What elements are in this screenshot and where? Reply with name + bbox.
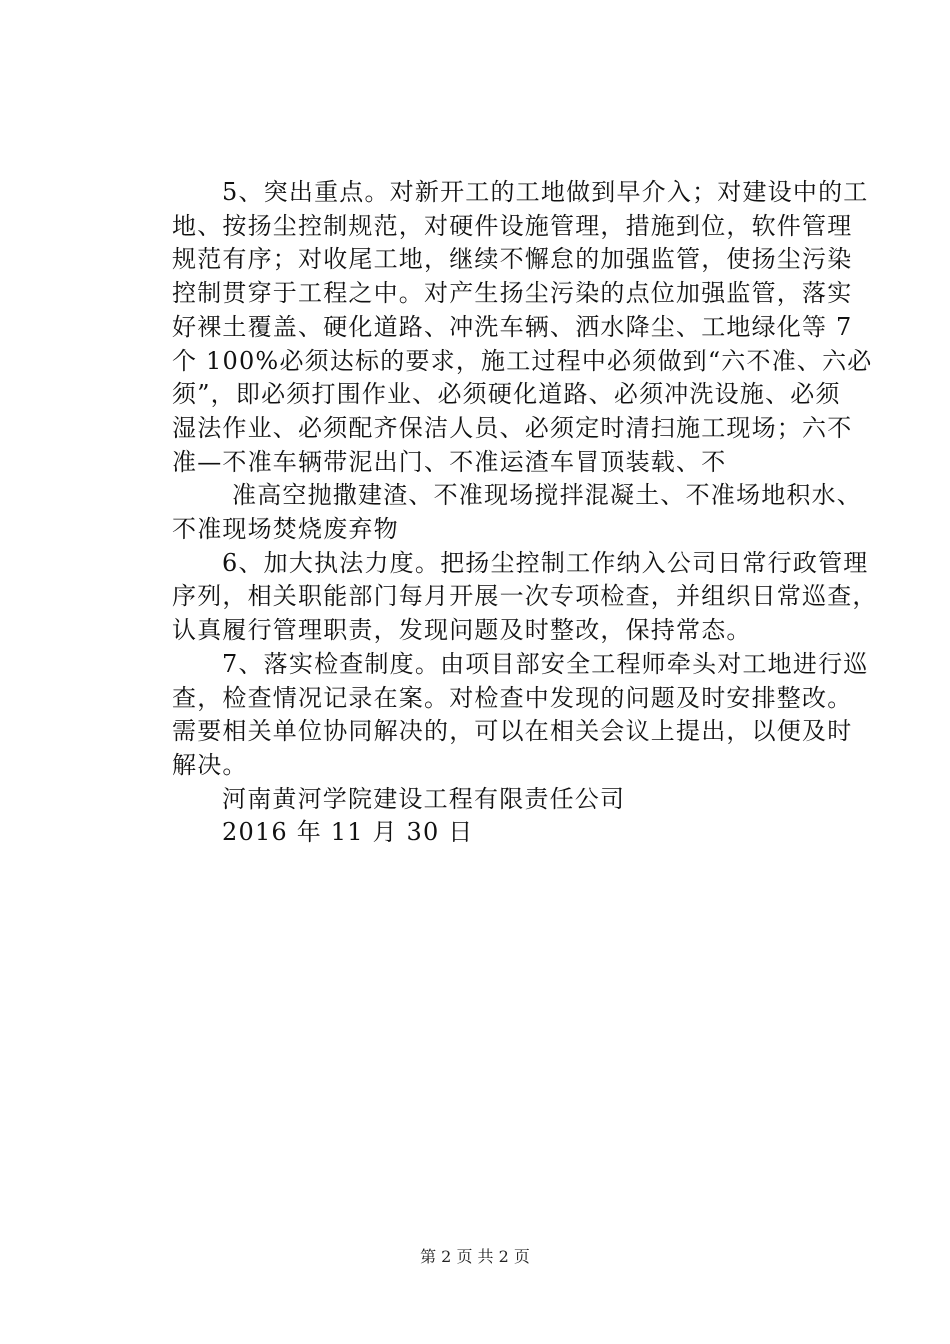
text-line: 规范有序；对收尾工地，继续不懈怠的加强监管，使扬尘污染 <box>172 245 853 274</box>
text-line: 需要相关单位协同解决的，可以在相关会议上提出，以便及时 <box>172 717 853 746</box>
paragraph-5-continued <box>122 479 862 546</box>
signature-company: 河南黄河学院建设工程有限责任公司 <box>222 784 626 813</box>
text-line: 湿法作业、必须配齐保洁人员、必须定时清扫施工现场；六不 <box>172 413 853 442</box>
signature-block <box>122 783 832 850</box>
paragraph-5 <box>122 176 873 479</box>
text-line: 解决。 <box>172 750 248 779</box>
text-line: 须”，即必须打围作业、必须硬化道路、必须冲洗设施、必须 <box>172 380 841 409</box>
text-line: 准高空抛撒建渣、不准现场搅拌混凝土、不准场地积水、 <box>232 481 862 510</box>
text-line: 准—不准车辆带泥出门、不准运渣车冒顶装载、不 <box>172 447 727 476</box>
text-line: 6、加大执法力度。把扬尘控制工作纳入公司日常行政管理 <box>222 548 869 577</box>
page-number-label: 第 2 页 共 2 页 <box>420 1247 530 1266</box>
text-line: 7、落实检查制度。由项目部安全工程师牵头对工地进行巡 <box>222 649 869 678</box>
text-line: 查，检查情况记录在案。对检查中发现的问题及时安排整改。 <box>172 683 853 712</box>
text-line: 认真履行管理职责，发现问题及时整改，保持常态。 <box>172 616 752 645</box>
text-line: 地、按扬尘控制规范，对硬件设施管理，措施到位，软件管理 <box>172 211 853 240</box>
text-line: 好裸土覆盖、硬化道路、冲洗车辆、洒水降尘、工地绿化等 7 <box>172 312 853 341</box>
paragraph-7 <box>122 648 869 783</box>
text-line: 控制贯穿于工程之中。对产生扬尘污染的点位加强监管，落实 <box>172 279 853 308</box>
text-line: 个 100%必须达标的要求，施工过程中必须做到“六不准、六必 <box>172 346 873 375</box>
signature-date: 2016 年 11 月 30 日 <box>222 818 474 847</box>
text-line: 不准现场焚烧废弃物 <box>172 515 399 544</box>
page-footer <box>0 1244 950 1267</box>
text-line: 5、突出重点。对新开工的工地做到早介入；对建设中的工 <box>222 178 869 206</box>
paragraph-6 <box>122 547 878 648</box>
document-body <box>122 176 878 850</box>
text-line: 序列，相关职能部门每月开展一次专项检查，并组织日常巡查， <box>172 582 878 611</box>
